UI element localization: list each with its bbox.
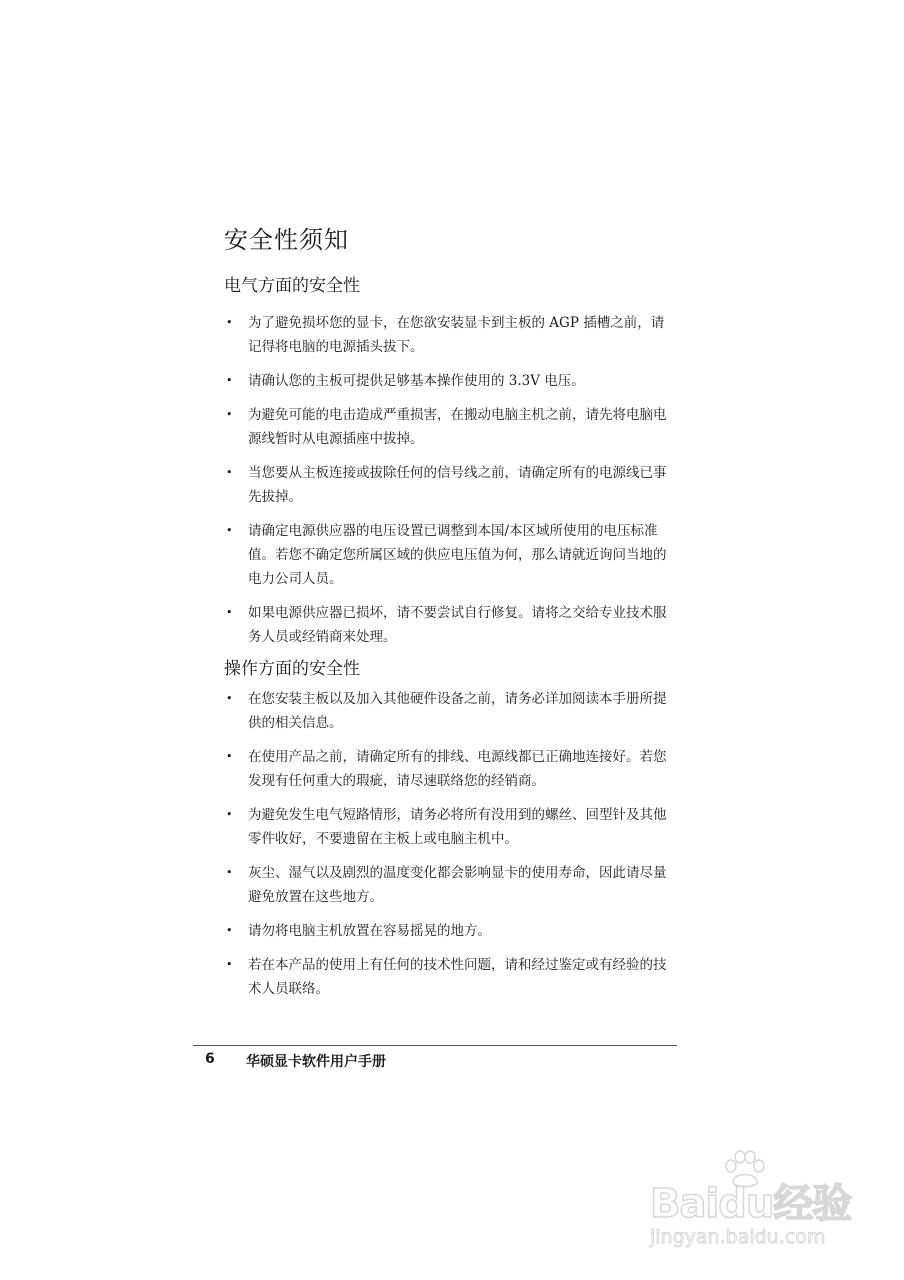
list-item: • 如果电源供应器已损坏，请不要尝试自行修复。请将之交给专业技术服务人员或经销商来处理。	[224, 601, 670, 649]
list-item: • 为了避免损坏您的显卡，在您欲安装显卡到主板的 AGP 插槽之前，请记得将电脑的电源插头拔下。	[224, 311, 670, 359]
list-item: • 为避免可能的电击造成严重损害，在搬动电脑主机之前，请先将电脑电源线暂时从电源插座中拔掉。	[224, 403, 670, 451]
footer-divider	[193, 1045, 677, 1046]
electrical-safety-list	[224, 311, 670, 659]
list-item: • 若在本产品的使用上有任何的技术性问题，请和经过鉴定或有经验的技术人员联络。	[224, 953, 670, 1001]
list-item: • 请确认您的主板可提供足够基本操作使用的 3.3V 电压。	[224, 369, 670, 393]
watermark-logo-text: Baidu经验	[650, 1181, 852, 1227]
list-item: • 在您安装主板以及加入其他硬件设备之前，请务必详加阅读本手册所提供的相关信息。	[224, 687, 670, 735]
list-item: • 当您要从主板连接或拔除任何的信号线之前，请确定所有的电源线已事先拔掉。	[224, 461, 670, 509]
list-item: • 为避免发生电气短路情形，请务必将所有没用到的螺丝、回型针及其他零件收好，不要遗留在主板上或电脑主机中。	[224, 803, 670, 851]
page-title: 安全性须知	[224, 226, 349, 254]
baidu-jingyan-watermark	[640, 1150, 880, 1260]
section-heading-electrical: 电气方面的安全性	[224, 276, 360, 296]
section-heading-operation: 操作方面的安全性	[224, 659, 360, 679]
list-item: • 在使用产品之前，请确定所有的排线、电源线都已正确地连接好。若您发现有任何重大的瑕疵，请尽速联络您的经销商。	[224, 745, 670, 793]
list-item: • 请确定电源供应器的电压设置已调整到本国/本区域所使用的电压标准值。若您不确定您所属区域的供应电压值为何，那么请就近询问当地的电力公司人员。	[224, 519, 670, 591]
page-number: 6	[205, 1051, 215, 1067]
watermark-url: jingyan.baidu.com	[650, 1226, 826, 1248]
list-item: • 灰尘、湿气以及剧烈的温度变化都会影响显卡的使用寿命，因此请尽量避免放置在这些地方。	[224, 861, 670, 909]
footer-manual-title: 华硕显卡软件用户手册	[246, 1054, 386, 1070]
operation-safety-list	[224, 687, 670, 1011]
list-item: • 请勿将电脑主机放置在容易摇晃的地方。	[224, 919, 670, 943]
